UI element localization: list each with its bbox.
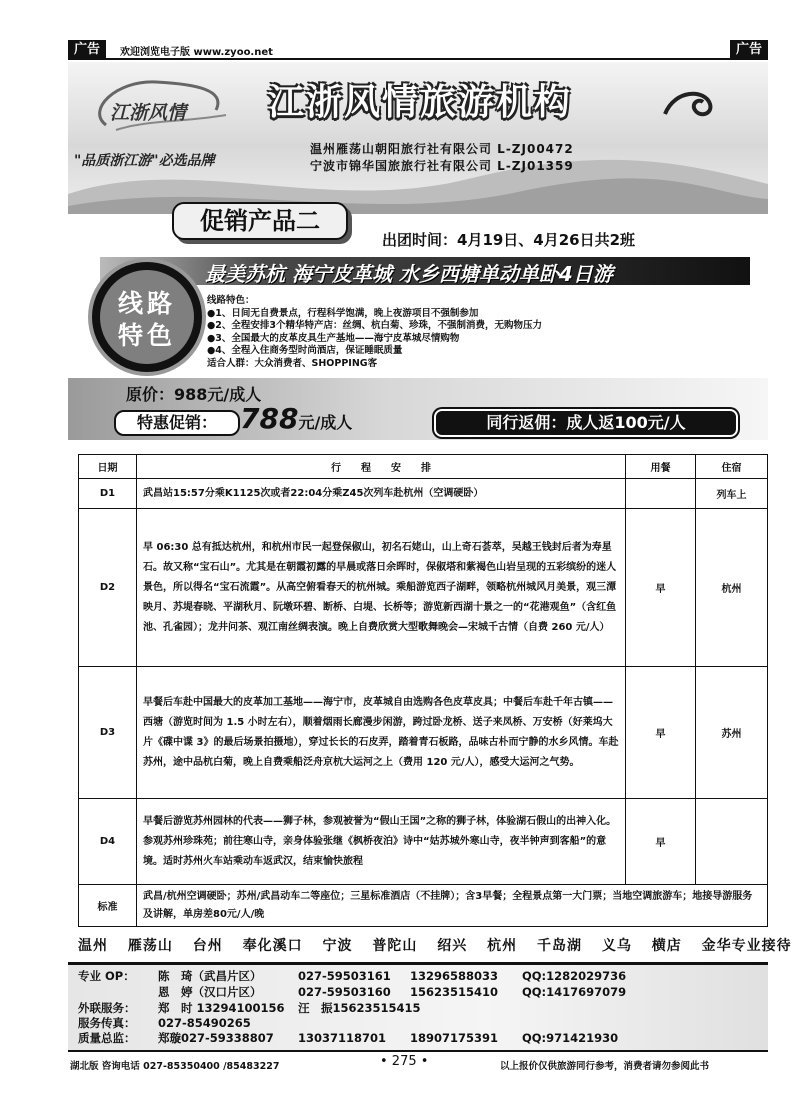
ad-label-right: 广告 [730, 40, 768, 60]
contact-label: 外联服务： [78, 1001, 136, 1015]
license-1: 温州雁荡山朝阳旅行社有限公司 L-ZJ00472 [310, 142, 574, 156]
route-title: 最美苏杭 海宁皮革城 水乡西塘单动单卧4日游 [205, 262, 613, 286]
logo [76, 70, 236, 140]
meal-cell: 早 [626, 667, 696, 799]
special-price-unit: 元/成人 [298, 413, 353, 432]
city-item: 雁荡山 [127, 938, 173, 954]
schedule-cell: 早餐后车赴中国最大的皮革加工基地——海宁市，皮革城自由选购各色皮草皮具；中餐后车赴千年古镇——西塘（游览时间为 1.5 小时左右），顺着烟雨长廊漫步闲游，跨过卧龙桥、送子来凤桥、万安桥（好莱坞大片《碟中谍 3》的最后场景拍摄地），穿过长长的石皮弄，踏着青石板路，品味古朴而宁静的水乡风情。车赴苏州，途中品杭白菊，晚上自费乘船泛舟京杭大运河之上（费用 120 元/人），感受大运河之气势。 [137, 667, 626, 799]
table-row [79, 667, 768, 799]
feature-item: ●4、全程入住商务型时尚酒店，保证睡眠质量 [207, 345, 403, 356]
features-list [207, 295, 542, 370]
day-cell: D4 [79, 799, 137, 885]
features-title: 线路特色： [207, 295, 255, 306]
contact-name: 郑 时 13294100156 [158, 1001, 285, 1015]
special-price-value: 788 [240, 402, 299, 435]
feature-item: ●2、全程安排3个精华特产店：丝绸、杭白菊、珍珠，不强制消费，无购物压力 [207, 320, 543, 331]
header-hotel: 住宿 [696, 455, 768, 479]
header-banner [68, 62, 768, 214]
rebate-badge: 同行返佣：成人返100元/人 [434, 409, 738, 437]
schedule-cell: 武昌站15:57分乘K1125次或者22:04分乘Z45次列车赴杭州（空调硬卧） [137, 479, 626, 509]
contact-row [78, 984, 626, 1000]
city-item: 宁波 [322, 938, 353, 954]
schedule-cell: 早餐后游览苏州园林的代表——狮子林，参观被誉为“假山王国”之称的狮子林，体验湖石假山的出神入化。参观苏州珍珠苑；前往寒山寺，亲身体验张继《枫桥夜泊》诗中“姑苏城外寒山寺，夜半钟声到客船”的意境。适时苏州火车站乘动车返武汉，结束愉快旅程 [137, 799, 626, 885]
special-label: 特惠促销： [114, 410, 240, 436]
hotel-cell [696, 799, 768, 885]
special-price [240, 402, 352, 435]
day-cell: D3 [79, 667, 137, 799]
badge-line-2: 特色 [117, 321, 176, 350]
welcome-text: 欢迎浏览电子版 www.zyoo.net [120, 47, 273, 58]
day-cell: D1 [79, 479, 137, 509]
city-item: 义乌 [601, 938, 632, 954]
page-number: • 275 • [380, 1054, 429, 1069]
contact-phone: 13037118701 [298, 1031, 387, 1045]
hotel-cell: 列车上 [696, 479, 768, 509]
header-meal: 用餐 [626, 455, 696, 479]
contact-phone: 027-59503161 [298, 969, 391, 983]
city-item: 普陀山 [372, 938, 418, 954]
meal-cell: 早 [626, 509, 696, 667]
city-item: 金华专业接待 [701, 938, 792, 954]
feature-item: ●1、日间无自费景点，行程科学饱满，晚上夜游项目不强制参加 [207, 307, 479, 319]
city-list [78, 935, 792, 955]
schedule-cell: 早 06:30 总有抵达杭州，和杭州市民一起登保俶山，初名石姥山，山上奇石荟萃，吴越王钱封后者为寿星石。故又称“宝石山”。尤其是在朝霞初露的早晨或落日余晖时，保俶塔和紫褐色山岩呈现的五彩缤纷的迷人景色，所以得名“宝石流霞”。从高空俯看春天的杭州城。乘船游览西子湖畔，领略杭州城风月美景，观三潭映月、苏堤春晓、平湖秋月、阮墩环碧、断桥、白堤、长桥等；游览新西湖十景之一的“花港观鱼”（含红鱼池、孔雀园）；龙井问茶、观江南丝绸表演。晚上自费欣赏大型歌舞晚会—宋城千古情（自费 260 元/人） [137, 509, 626, 667]
slogan: "品质浙江游"必选品牌 [74, 153, 215, 169]
feature-item: ●3、全国最大的皮革皮具生产基地——海宁皮革城尽情购物 [207, 332, 460, 344]
logo-text: 江浙风情 [110, 102, 187, 124]
table-row [79, 799, 768, 885]
meal-cell: 早 [626, 799, 696, 885]
contact-mobile: 15623515410 [410, 985, 499, 999]
itinerary-table [78, 454, 768, 927]
top-bar [68, 40, 768, 60]
city-item: 温州 [78, 938, 108, 954]
contact-label: 服务传真： [78, 1016, 136, 1030]
contact-row [78, 968, 626, 984]
contact-row [78, 1000, 421, 1016]
standard-cell: 武昌/杭州空调硬卧；苏州/武昌动车二等座位；三星标准酒店（不挂牌）；含3早餐；全程景点第一大门票；当地空调旅游车；地接导游服务及讲解，单房差80元/人/晚 [137, 885, 768, 927]
route-feature-badge [92, 262, 202, 372]
license-2: 宁波市锦华国旅旅行社有限公司 L-ZJ01359 [310, 159, 574, 173]
contact-phone: 汪 振15623515415 [298, 1001, 421, 1015]
hotel-cell: 杭州 [696, 509, 768, 667]
city-item: 奉化溪口 [242, 938, 303, 954]
footer-left: 湖北版 咨询电话 027-85350400 /85483227 [70, 1061, 280, 1072]
hotel-cell: 苏州 [696, 667, 768, 799]
contact-mobile: 13296588033 [410, 969, 499, 983]
contact-mobile: 18907175391 [410, 1031, 499, 1045]
city-item: 绍兴 [437, 938, 468, 954]
contact-row [78, 1015, 298, 1031]
table-row [79, 479, 768, 509]
contact-label: 专业 OP： [78, 969, 135, 983]
badge-line-1: 线路 [117, 289, 176, 318]
contact-name: 恩 婷（汉口片区） [158, 985, 262, 999]
contact-label: 质量总监： [78, 1031, 136, 1045]
meal-cell [626, 479, 696, 509]
contact-name: 郑璇027-59338807 [158, 1031, 274, 1045]
city-item: 杭州 [487, 938, 518, 954]
footer-right: 以上报价仅供旅游同行参考，消费者请勿参阅此书 [500, 1061, 710, 1072]
standard-label: 标准 [79, 885, 137, 927]
table-header-row [79, 455, 768, 479]
city-item: 千岛湖 [537, 938, 582, 954]
promo-label: 促销产品二 [172, 202, 348, 240]
contact-name: 陈 琦（武昌片区） [158, 969, 262, 983]
contact-qq: QQ:1417697079 [522, 985, 627, 999]
agency-title: 江浙风情旅游机构 [268, 82, 573, 123]
contact-row [78, 1030, 618, 1046]
departure-dates: 出团时间：4月19日、4月26日共2班 [382, 231, 636, 249]
contact-name: 027-85490265 [158, 1016, 251, 1030]
city-item: 台州 [192, 938, 223, 954]
header-schedule: 行 程 安 排 [137, 455, 626, 479]
original-price: 原价：988元/成人 [126, 385, 262, 404]
day-cell: D2 [79, 509, 137, 667]
suitable-audience: 适合人群：大众消费者、SHOPPING客 [207, 357, 378, 369]
city-item: 横店 [651, 938, 682, 954]
ad-label-left: 广告 [68, 40, 106, 60]
swirl-icon [660, 84, 720, 124]
standard-row [79, 885, 768, 927]
contact-qq: QQ:971421930 [522, 1031, 619, 1045]
header-day: 日期 [79, 455, 137, 479]
table-row [79, 509, 768, 667]
contact-phone: 027-59503160 [298, 985, 391, 999]
contact-qq: QQ:1282029736 [522, 969, 627, 983]
